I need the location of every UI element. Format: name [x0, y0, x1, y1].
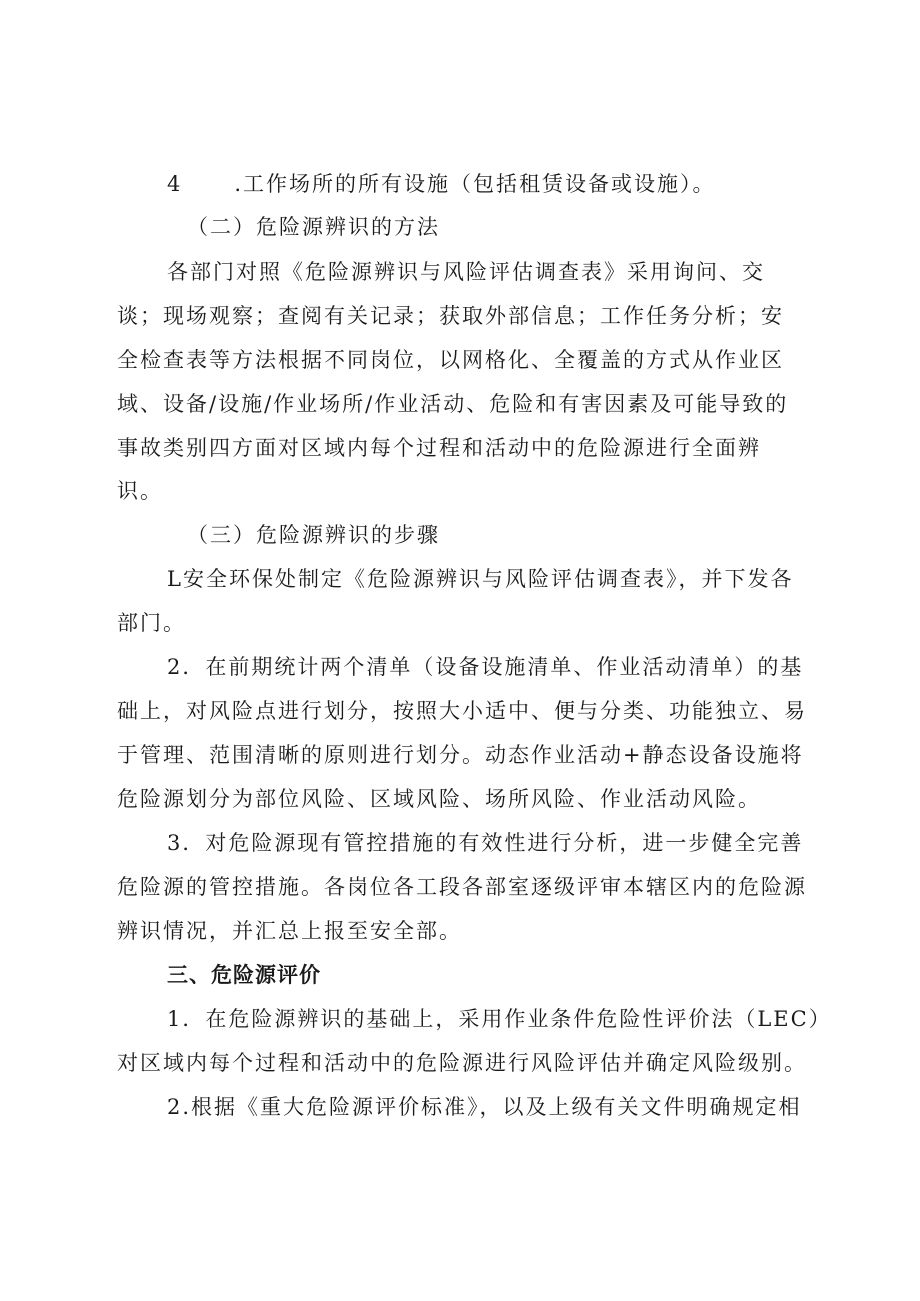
step-3-line: 3．对危险源现有管控措施的有效性进行分析，进一步健全完善: [167, 831, 804, 855]
step-2-line: 础上，对风险点进行划分，按照大小适中、便与分类、功能独立、易: [117, 699, 807, 723]
method-paragraph-line: 谈；现场观察；查阅有关记录；获取外部信息；工作任务分析；安: [117, 304, 784, 328]
subheading-identification-steps: （三）危险源辨识的步骤: [187, 523, 440, 547]
subheading-identification-method: （二）危险源辨识的方法: [187, 215, 440, 239]
evaluation-1-line: 1．在危险源辨识的基础上，采用作业条件危险性评价法（LEC）: [167, 1007, 832, 1031]
method-paragraph-line: 域、设备/设施/作业场所/作业活动、危险和有害因素及可能导致的: [117, 392, 789, 416]
method-paragraph-line: 全检查表等方法根据不同岗位，以网格化、全覆盖的方式从作业区: [117, 348, 784, 372]
evaluation-1-line: 对区域内每个过程和活动中的危险源进行风险评估并确定风险级别。: [117, 1051, 807, 1075]
step-1-line: L安全环保处制定《危险源辨识与风险评估调查表》，并下发各: [167, 567, 794, 591]
method-paragraph-line: 各部门对照《危险源辨识与风险评估调查表》采用询问、交: [167, 260, 765, 284]
step-3-line: 辨识情况，并汇总上报至安全部。: [117, 919, 462, 943]
step-3-line: 危险源的管控措施。各岗位各工段各部室逐级评审本辖区内的危险源: [117, 875, 807, 899]
method-paragraph-line: 识。: [117, 479, 163, 503]
method-paragraph-line: 事故类别四方面对区域内每个过程和活动中的危险源进行全面辨: [117, 436, 761, 460]
item-4-number: 4: [167, 172, 183, 196]
step-1-line: 部门。: [117, 611, 186, 635]
evaluation-2-line: 2.根据《重大危险源评价标准》，以及上级有关文件明确规定相: [167, 1095, 802, 1119]
step-2-line: 2．在前期统计两个清单（设备设施清单、作业活动清单）的基: [167, 655, 804, 679]
section-heading-evaluation: 三、危险源评价: [167, 963, 321, 987]
item-4: [167, 174, 716, 195]
step-2-line: 于管理、范围清晰的原则进行划分。动态作业活动+静态设备设施将: [117, 743, 804, 767]
step-2-line: 危险源划分为部位风险、区域风险、场所风险、作业活动风险。: [117, 787, 761, 811]
item-4-text: .工作场所的所有设施（包括租赁设备或设施）。: [234, 172, 716, 196]
